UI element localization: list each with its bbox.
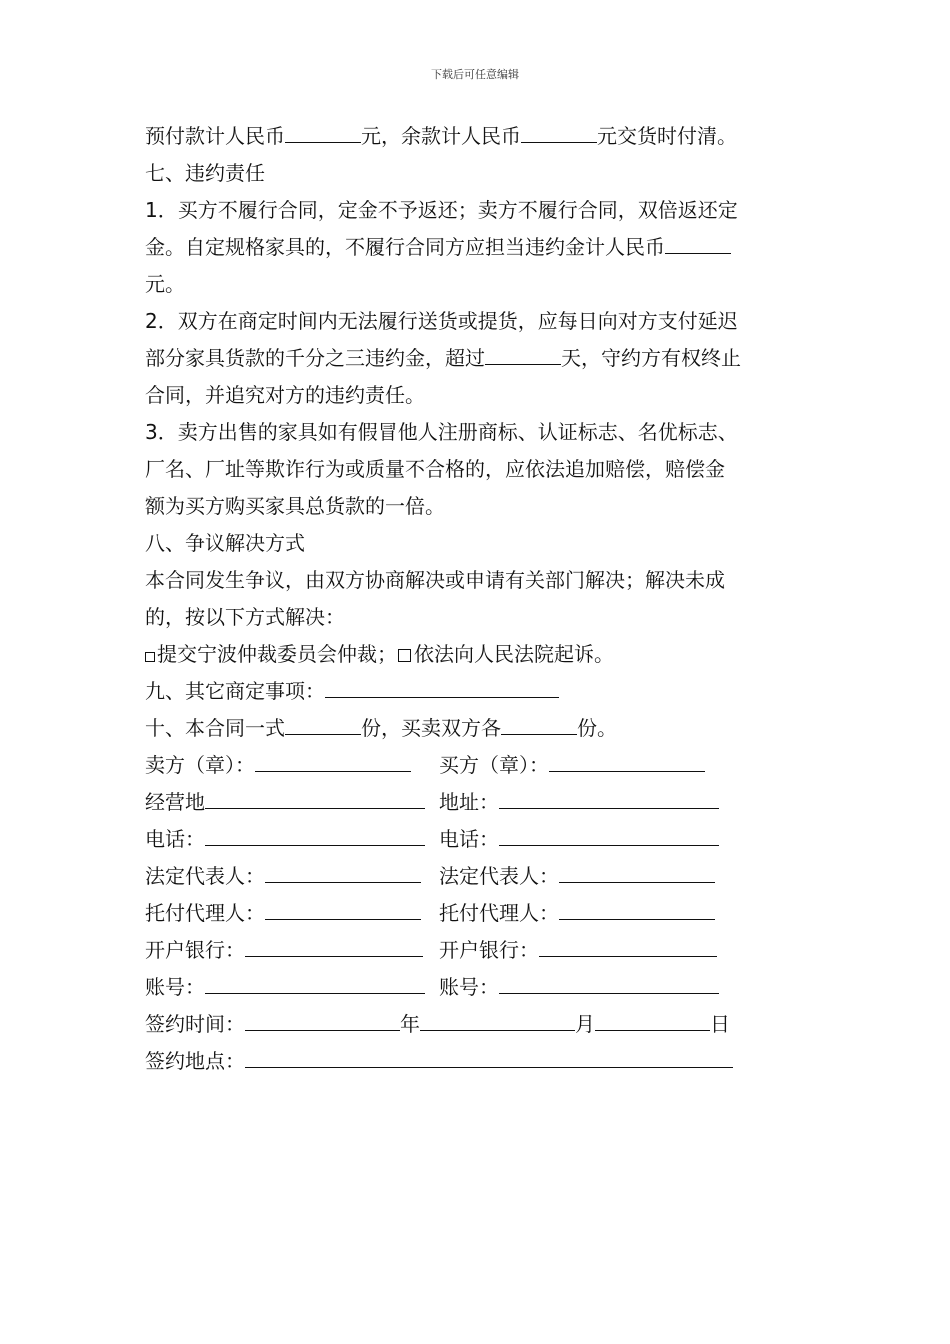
dispute-text-line2: 的，按以下方式解决： bbox=[145, 605, 345, 629]
arbitration-option-label: 提交宁波仲裁委员会仲裁； bbox=[157, 642, 397, 666]
seller-agent-label: 托付代理人： bbox=[145, 901, 265, 925]
seller-agent-blank[interactable] bbox=[265, 897, 421, 920]
buyer-account-blank[interactable] bbox=[499, 971, 719, 994]
liability-item2-prefix: 部分家具货款的千分之三违约金，超过 bbox=[145, 346, 485, 370]
penalty-amount-blank[interactable] bbox=[665, 231, 731, 254]
total-copies-blank[interactable] bbox=[285, 712, 361, 735]
buyer-phone-label: 电话： bbox=[439, 827, 499, 851]
liability-item2-line2 bbox=[145, 340, 810, 377]
liability-item3-line1: 3．卖方出售的家具如有假冒他人注册商标、认证标志、名优标志、 bbox=[145, 420, 738, 444]
sign-place-blank[interactable] bbox=[245, 1045, 733, 1068]
liability-item2-line3: 合同，并追究对方的违约责任。 bbox=[145, 383, 425, 407]
buyer-rep-label: 法定代表人： bbox=[439, 864, 559, 888]
copies-suffix: 份。 bbox=[577, 716, 617, 740]
seal-row bbox=[145, 747, 810, 784]
liability-item1-text: 金。自定规格家具的，不履行合同方应担当违约金计人民币 bbox=[145, 235, 665, 259]
buyer-bank-label: 开户银行： bbox=[439, 938, 539, 962]
contract-body bbox=[145, 118, 810, 1080]
copies-mid: 份，买卖双方各 bbox=[361, 716, 501, 740]
payment-line bbox=[145, 118, 810, 155]
payment-prefix: 预付款计人民币 bbox=[145, 124, 285, 148]
sign-place-row bbox=[145, 1043, 810, 1080]
sign-time-row bbox=[145, 1006, 810, 1043]
buyer-seal-blank[interactable] bbox=[549, 749, 705, 772]
overdue-days-blank[interactable] bbox=[485, 342, 561, 365]
litigation-option-label: 依法向人民法院起诉。 bbox=[414, 642, 614, 666]
buyer-phone-blank[interactable] bbox=[499, 823, 719, 846]
liability-item2-line1: 2．双方在商定时间内无法履行送货或提货，应每日向对方支付延迟 bbox=[145, 309, 738, 333]
day-label: 日 bbox=[710, 1012, 730, 1036]
buyer-agent-label: 托付代理人： bbox=[439, 901, 559, 925]
buyer-address-label: 地址： bbox=[439, 790, 499, 814]
liability-item1-line3: 元。 bbox=[145, 272, 185, 296]
copies-prefix: 十、本合同一式 bbox=[145, 716, 285, 740]
account-row bbox=[145, 969, 810, 1006]
seller-address-blank[interactable] bbox=[205, 786, 425, 809]
sign-place-label: 签约地点： bbox=[145, 1049, 245, 1073]
liability-item3-line2: 厂名、厂址等欺诈行为或质量不合格的，应依法追加赔偿，赔偿金 bbox=[145, 457, 725, 481]
buyer-seal-label: 买方（章）： bbox=[439, 753, 549, 777]
buyer-agent-blank[interactable] bbox=[559, 897, 715, 920]
dispute-text-line1: 本合同发生争议，由双方协商解决或申请有关部门解决；解决未成 bbox=[145, 568, 725, 592]
seller-account-blank[interactable] bbox=[205, 971, 425, 994]
liability-title: 七、违约责任 bbox=[145, 161, 265, 185]
liability-item1-line2 bbox=[145, 229, 810, 266]
payment-suffix: 元交货时付清。 bbox=[597, 124, 737, 148]
seller-rep-label: 法定代表人： bbox=[145, 864, 265, 888]
seller-bank-label: 开户银行： bbox=[145, 938, 245, 962]
buyer-rep-blank[interactable] bbox=[559, 860, 715, 883]
balance-blank[interactable] bbox=[521, 120, 597, 143]
address-row bbox=[145, 784, 810, 821]
arbitration-checkbox[interactable] bbox=[145, 652, 155, 662]
phone-row bbox=[145, 821, 810, 858]
other-matters-blank[interactable] bbox=[325, 675, 559, 698]
sign-day-blank[interactable] bbox=[595, 1008, 710, 1031]
seller-address-label: 经营地 bbox=[145, 790, 205, 814]
year-label: 年 bbox=[400, 1012, 420, 1036]
seller-rep-blank[interactable] bbox=[265, 860, 421, 883]
payment-mid: 元，余款计人民币 bbox=[361, 124, 521, 148]
liability-item3-line3: 额为买方购买家具总货款的一倍。 bbox=[145, 494, 445, 518]
dispute-options bbox=[145, 636, 810, 673]
buyer-bank-blank[interactable] bbox=[539, 934, 717, 957]
copies-line bbox=[145, 710, 810, 747]
page-header-note: 下载后可任意编辑 bbox=[431, 68, 519, 81]
seller-phone-blank[interactable] bbox=[205, 823, 425, 846]
liability-item2-suffix: 天，守约方有权终止 bbox=[561, 346, 741, 370]
bank-row bbox=[145, 932, 810, 969]
other-matters-line bbox=[145, 673, 810, 710]
litigation-checkbox[interactable] bbox=[398, 649, 411, 662]
month-label: 月 bbox=[575, 1012, 595, 1036]
dispute-title: 八、争议解决方式 bbox=[145, 531, 305, 555]
seller-seal-blank[interactable] bbox=[255, 749, 411, 772]
other-matters-label: 九、其它商定事项： bbox=[145, 679, 325, 703]
liability-item1-line1: 1．买方不履行合同，定金不予返还；卖方不履行合同，双倍返还定 bbox=[145, 198, 738, 222]
buyer-account-label: 账号： bbox=[439, 975, 499, 999]
seller-seal-label: 卖方（章）： bbox=[145, 753, 255, 777]
sign-time-label: 签约时间： bbox=[145, 1012, 245, 1036]
sign-year-blank[interactable] bbox=[245, 1008, 400, 1031]
seller-account-label: 账号： bbox=[145, 975, 205, 999]
each-party-copies-blank[interactable] bbox=[501, 712, 577, 735]
legal-rep-row bbox=[145, 858, 810, 895]
agent-row bbox=[145, 895, 810, 932]
prepayment-blank[interactable] bbox=[285, 120, 361, 143]
sign-month-blank[interactable] bbox=[420, 1008, 575, 1031]
seller-phone-label: 电话： bbox=[145, 827, 205, 851]
seller-bank-blank[interactable] bbox=[245, 934, 423, 957]
buyer-address-blank[interactable] bbox=[499, 786, 719, 809]
